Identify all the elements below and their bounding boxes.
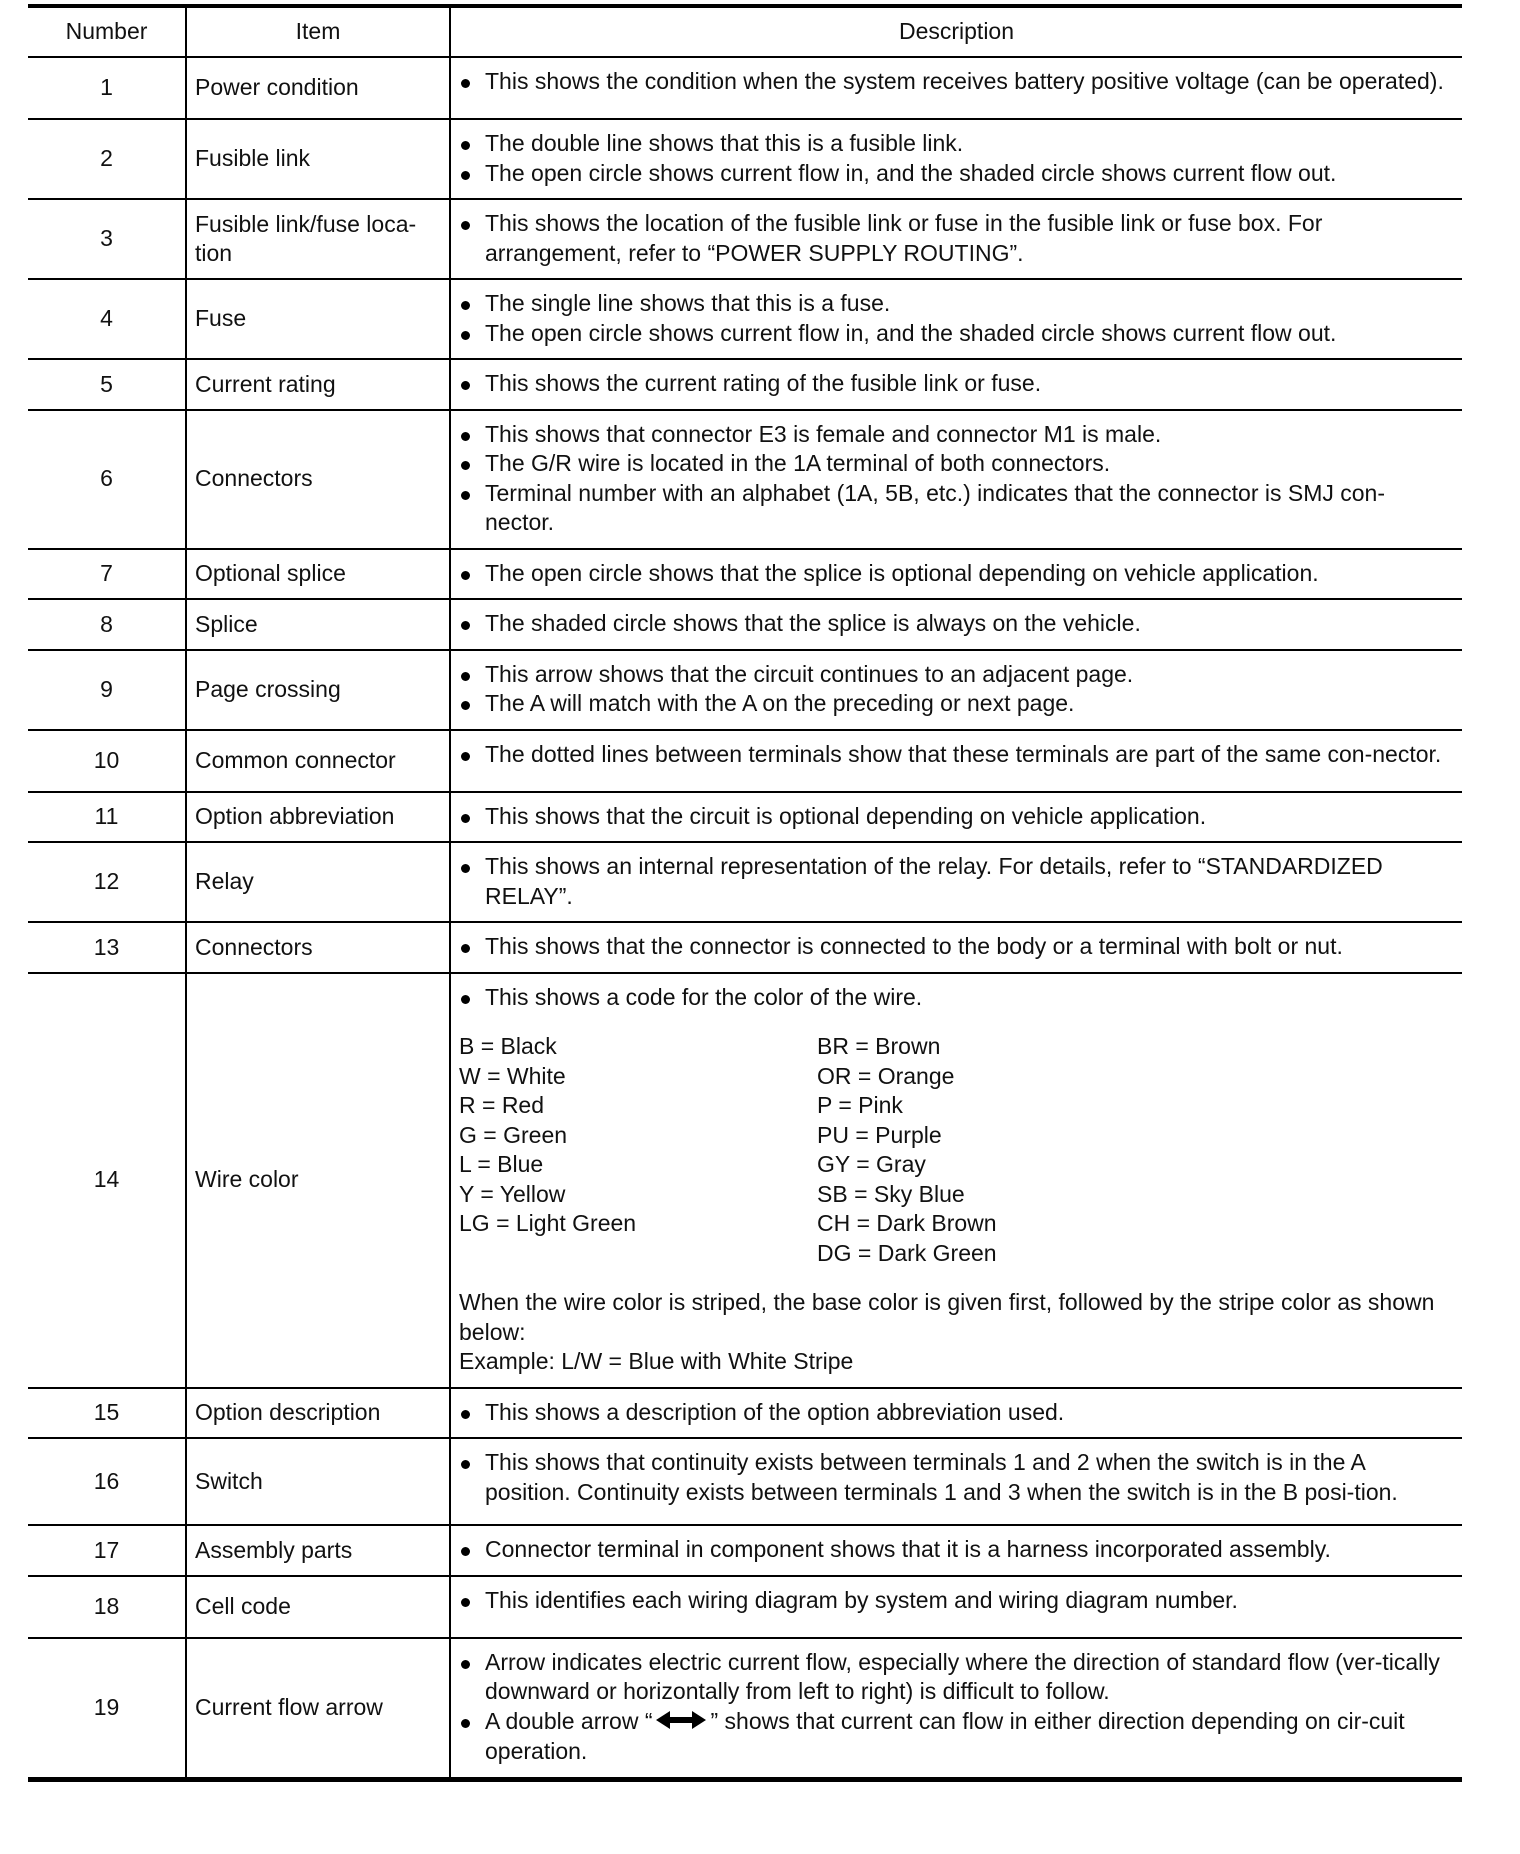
- row-number: 6: [28, 410, 186, 549]
- table-body: [28, 57, 1462, 1779]
- bullet-list: [459, 1535, 1448, 1565]
- wire-color-code: GY = Gray: [817, 1151, 926, 1177]
- row-number: 16: [28, 1438, 186, 1525]
- bullet-list: [459, 932, 1448, 962]
- bullet-item: The open circle shows current flow in, and the shaded circle shows current flow out.: [459, 159, 1448, 189]
- wire-color-code: P = Pink: [817, 1092, 903, 1118]
- bullet-list: [459, 1586, 1448, 1616]
- bullet-list: [459, 420, 1448, 538]
- double-headed-arrow-icon: [656, 1708, 706, 1738]
- bullet-list: [459, 559, 1448, 589]
- wire-color-code: Y = Yellow: [459, 1180, 566, 1207]
- bullet-item: The open circle shows that the splice is optional depending on vehicle application.: [459, 559, 1448, 589]
- wire-color-column-left: [459, 1032, 817, 1268]
- row-description: [450, 650, 1462, 730]
- bullet-item: This arrow shows that the circuit continues to an adjacent page.: [459, 660, 1448, 690]
- row-number: 1: [28, 57, 186, 119]
- table-row: [28, 1388, 1462, 1439]
- row-number: 11: [28, 792, 186, 843]
- row-item: Power condition: [186, 57, 450, 119]
- table-row: [28, 730, 1462, 792]
- bullet-list: [459, 369, 1448, 399]
- row-item: Wire color: [186, 973, 450, 1388]
- wire-color-codes: [459, 1032, 1448, 1268]
- table-row: [28, 922, 1462, 973]
- bullet-list: [459, 740, 1448, 770]
- header-item: Item: [186, 6, 450, 57]
- table-row: [28, 1576, 1462, 1638]
- stripe-note-line: When the wire color is striped, the base color is given first, followed by the stripe color as shown below:: [459, 1289, 1435, 1345]
- row-number: 19: [28, 1638, 186, 1780]
- bullet-item: Connector terminal in component shows that it is a harness incorporated assembly.: [459, 1535, 1448, 1565]
- stripe-color-note: [459, 1288, 1448, 1377]
- row-number: 17: [28, 1525, 186, 1576]
- table-row: [28, 279, 1462, 359]
- row-number: 7: [28, 549, 186, 600]
- header-description: Description: [898, 18, 1015, 45]
- row-description: [450, 410, 1462, 549]
- table-row: [28, 57, 1462, 119]
- bullet-item: The shaded circle shows that the splice is always on the vehicle.: [459, 609, 1448, 639]
- bullet-list: [459, 802, 1448, 832]
- row-number: 2: [28, 119, 186, 199]
- row-item: Assembly parts: [186, 1525, 450, 1576]
- bullet-item: This shows an internal representation of the relay. For details, refer to “STANDARDIZED RELAY”.: [459, 852, 1448, 911]
- row-number: 5: [28, 359, 186, 410]
- bullet-item: This shows the condition when the system receives battery positive voltage (can be operated).: [459, 67, 1448, 97]
- bullet-list: [459, 209, 1448, 268]
- table-row: [28, 1638, 1462, 1780]
- table-row: [28, 549, 1462, 600]
- legend-document: [28, 4, 1462, 1782]
- row-item: Connectors: [186, 922, 450, 973]
- row-item: Current flow arrow: [186, 1638, 450, 1780]
- row-description: [450, 279, 1462, 359]
- row-number: 3: [28, 199, 186, 279]
- wire-color-column-right: [817, 1032, 997, 1268]
- row-number: 8: [28, 599, 186, 650]
- bullet-list: [459, 660, 1448, 719]
- wire-color-code: CH = Dark Brown: [817, 1210, 997, 1236]
- table-row: [28, 599, 1462, 650]
- table-row: [28, 973, 1462, 1388]
- bullet-list: [459, 609, 1448, 639]
- row-number: 13: [28, 922, 186, 973]
- bullet-list: [459, 1398, 1448, 1428]
- row-description: [450, 730, 1462, 792]
- row-description: [450, 1388, 1462, 1439]
- row-description: [450, 842, 1462, 922]
- bullet-item: This shows the current rating of the fusible link or fuse.: [459, 369, 1448, 399]
- row-description: [450, 1438, 1462, 1525]
- table-row: [28, 119, 1462, 199]
- table-header-row: [28, 6, 1462, 57]
- bullet-item: This identifies each wiring diagram by system and wiring diagram number.: [459, 1586, 1448, 1616]
- bullet-item: This shows that the connector is connected to the body or a terminal with bolt or nut.: [459, 932, 1448, 962]
- bullet-item: This shows that the circuit is optional depending on vehicle application.: [459, 802, 1448, 832]
- row-item: Current rating: [186, 359, 450, 410]
- bullet-item: The single line shows that this is a fuse.: [459, 289, 1448, 319]
- wire-color-code: W = White: [459, 1062, 566, 1089]
- table-row: [28, 650, 1462, 730]
- row-description: [450, 1638, 1462, 1780]
- bullet-item: The dotted lines between terminals show that these terminals are part of the same con-nector.: [459, 740, 1448, 770]
- wire-color-code: SB = Sky Blue: [817, 1180, 965, 1207]
- table-row: [28, 1438, 1462, 1525]
- bullet-item: This shows that connector E3 is female and connector M1 is male.: [459, 420, 1448, 450]
- bullet-item: This shows a code for the color of the wire.: [459, 983, 1448, 1013]
- row-item: Connectors: [186, 410, 450, 549]
- row-description: [450, 599, 1462, 650]
- bullet-item: This shows the location of the fusible link or fuse in the fusible link or fuse box. For arrangement, refer to “POWER SUPPLY ROUTING”.: [459, 209, 1448, 268]
- row-item: Optional splice: [186, 549, 450, 600]
- row-item: Switch: [186, 1438, 450, 1525]
- row-description: [450, 57, 1462, 119]
- row-item: Fusible link/fuse loca-tion: [186, 199, 450, 279]
- row-item: Option description: [186, 1388, 450, 1439]
- row-number: 4: [28, 279, 186, 359]
- double-arrow-text-after: ” shows that current can flow in either direction depending on cir-cuit operation.: [485, 1707, 1405, 1765]
- bullet-list: [459, 852, 1448, 911]
- wire-color-code: OR = Orange: [817, 1062, 955, 1089]
- bullet-list: [459, 129, 1448, 188]
- table-row: [28, 410, 1462, 549]
- wire-color-code: R = Red: [459, 1092, 545, 1118]
- wiring-legend-table: [28, 4, 1462, 1782]
- bullet-list: [459, 1648, 1448, 1767]
- row-description: [450, 119, 1462, 199]
- row-description: [450, 922, 1462, 973]
- row-description: [450, 359, 1462, 410]
- wire-color-code: LG = Light Green: [459, 1210, 637, 1236]
- row-number: 14: [28, 973, 186, 1388]
- row-description: [450, 792, 1462, 843]
- row-number: 12: [28, 842, 186, 922]
- bullet-item: This shows that continuity exists between terminals 1 and 2 when the switch is in the A position. Continuity exists between terminals 1 and 3 when the switch is in the B posi-tion.: [459, 1448, 1448, 1507]
- wire-color-code: B = Black: [459, 1033, 557, 1059]
- bullet-item: The open circle shows current flow in, and the shaded circle shows current flow out.: [459, 319, 1448, 349]
- row-item: Fuse: [186, 279, 450, 359]
- wire-color-code: G = Green: [459, 1121, 568, 1148]
- bullet-item: This shows a description of the option abbreviation used.: [459, 1398, 1448, 1428]
- bullet-item: The double line shows that this is a fusible link.: [459, 129, 1448, 159]
- row-description: [450, 1576, 1462, 1638]
- row-number: 18: [28, 1576, 186, 1638]
- row-number: 10: [28, 730, 186, 792]
- table-row: [28, 1525, 1462, 1576]
- wire-color-code: L = Blue: [459, 1151, 544, 1177]
- table-row: [28, 199, 1462, 279]
- bullet-list: [459, 1448, 1448, 1507]
- bullet-item: Arrow indicates electric current flow, especially where the direction of standard flow (ver-tically downward or horizontally from left to right) is difficult to follow.: [459, 1648, 1448, 1707]
- bullet-item: The G/R wire is located in the 1A terminal of both connectors.: [459, 449, 1448, 479]
- row-item: Cell code: [186, 1576, 450, 1638]
- wire-color-code: PU = Purple: [817, 1121, 942, 1148]
- table-row: [28, 842, 1462, 922]
- stripe-note-line: Example: L/W = Blue with White Stripe: [459, 1348, 854, 1374]
- header-number: Number: [28, 6, 186, 57]
- row-description: [450, 549, 1462, 600]
- wire-color-code: BR = Brown: [817, 1033, 941, 1059]
- double-arrow-text-before: A double arrow “: [485, 1707, 653, 1734]
- row-number: 9: [28, 650, 186, 730]
- bullet-item: [459, 1707, 1448, 1767]
- bullet-list: [459, 983, 1448, 1013]
- row-description: [450, 1525, 1462, 1576]
- wire-color-code: DG = Dark Green: [817, 1239, 997, 1266]
- row-item: Splice: [186, 599, 450, 650]
- table-row: [28, 359, 1462, 410]
- row-item: Relay: [186, 842, 450, 922]
- table-row: [28, 792, 1462, 843]
- row-description: [450, 973, 1462, 1388]
- bullet-item: Terminal number with an alphabet (1A, 5B, etc.) indicates that the connector is SMJ con-nector.: [459, 479, 1448, 538]
- row-item: Option abbreviation: [186, 792, 450, 843]
- bullet-list: [459, 67, 1448, 97]
- row-description: [450, 199, 1462, 279]
- row-item: Page crossing: [186, 650, 450, 730]
- row-item: Fusible link: [186, 119, 450, 199]
- row-number: 15: [28, 1388, 186, 1439]
- bullet-item: The A will match with the A on the preceding or next page.: [459, 689, 1448, 719]
- row-item: Common connector: [186, 730, 450, 792]
- bullet-list: [459, 289, 1448, 348]
